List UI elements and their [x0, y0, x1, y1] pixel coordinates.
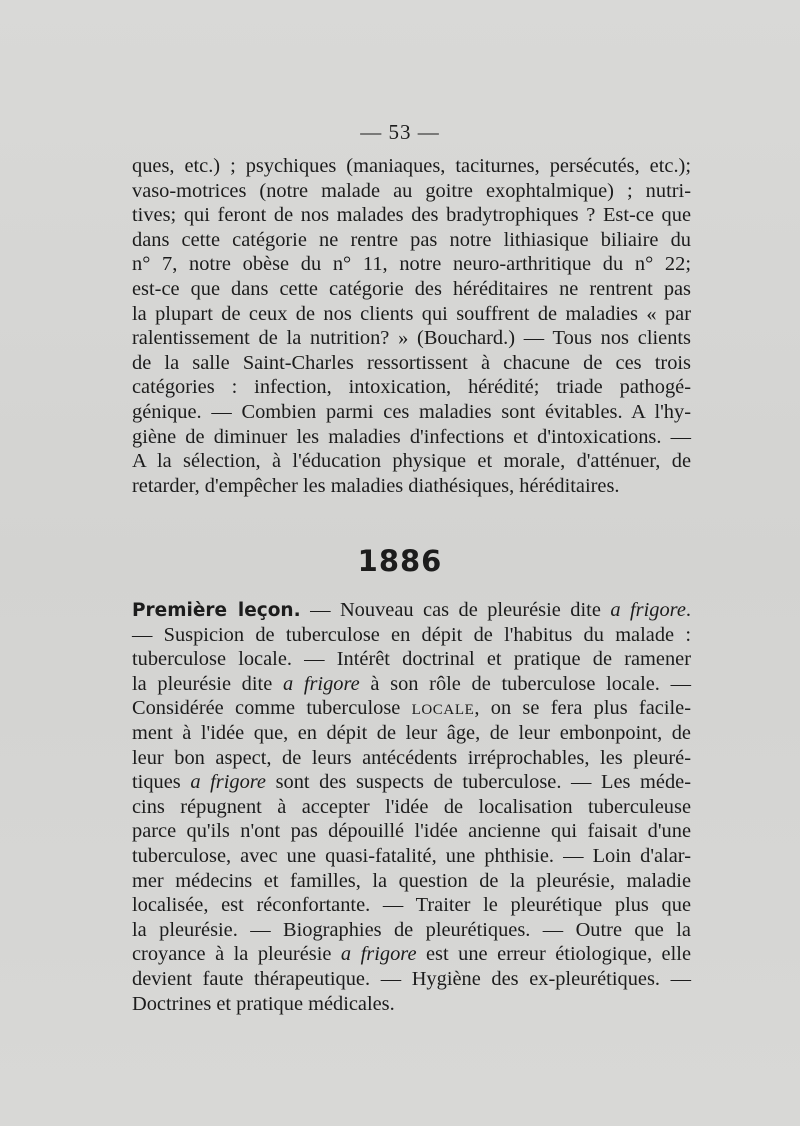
- text-line: parce qu'ils n'ont pas dépouillé l'idée ancienne qui faisait d'une: [132, 820, 691, 843]
- text-line: [132, 672, 691, 697]
- lesson-paragraph: [132, 598, 691, 1016]
- lesson-text: la pleurésie dite: [132, 672, 283, 695]
- text-line: catégories : infection, intoxication, hérédité; triade pathogé-: [132, 376, 691, 399]
- text-line: de la salle Saint-Charles ressortissent à chacune de ces trois: [132, 351, 691, 374]
- lesson-text: croyance à la pleurésie: [132, 943, 341, 966]
- text-line: localisée, est réconfortante. — Traiter le pleurétique plus que: [132, 894, 691, 917]
- text-line: [132, 598, 691, 623]
- italic-term: a frigore: [340, 943, 417, 966]
- text-line: [132, 942, 691, 967]
- lesson-text: est une erreur étiologique, elle: [416, 943, 691, 966]
- lesson-text: .: [685, 599, 691, 621]
- text-line: [132, 770, 691, 795]
- text-line: n° 7, notre obèse du n° 11, notre neuro-arthritique du n° 22;: [132, 253, 691, 276]
- text-line: tives; qui feront de nos malades des bradytrophiques ? Est-ce que: [132, 204, 691, 227]
- text-line: ment à l'idée que, en dépit de leur âge, de leur embonpoint, de: [132, 721, 691, 744]
- text-line: [132, 696, 691, 721]
- lesson-text: , on se fera plus facile-: [474, 697, 691, 720]
- year-heading: 1886: [357, 544, 443, 578]
- text-line: giène de diminuer les maladies d'infections et d'intoxications. —: [132, 425, 691, 448]
- text-line: Doctrines et pratique médicales.: [132, 992, 395, 1015]
- top-paragraph: [132, 154, 691, 498]
- text-line: tuberculose locale. — Intérêt doctrinal et pratique de ramener: [132, 648, 691, 671]
- text-line: ques, etc.) ; psychiques (maniaques, taciturnes, persécutés, etc.);: [132, 155, 691, 177]
- text-line: génique. — Combien parmi ces maladies sont évitables. A l'hy-: [132, 400, 691, 423]
- italic-term: a frigore: [190, 771, 266, 794]
- lesson-text: tiques: [132, 771, 191, 794]
- text-line: leur bon aspect, de leurs antécédents irréprochables, les pleuré-: [132, 746, 691, 769]
- lesson-text: Considérée comme tuberculose: [132, 697, 412, 720]
- text-line: retarder, d'empêcher les maladies diathésiques, héréditaires.: [132, 474, 620, 497]
- text-line: la pleurésie. — Biographies de pleurétiques. — Outre que la: [132, 918, 691, 941]
- lesson-text: à son rôle de tuberculose locale. —: [359, 672, 691, 695]
- text-line: est-ce que dans cette catégorie des héréditaires ne rentrent pas: [132, 277, 691, 300]
- text-line: A la sélection, à l'éducation physique et morale, d'atténuer, de: [132, 450, 691, 473]
- text-line: devient faute thérapeutique. — Hygiène des ex-pleurétiques. —: [132, 967, 691, 990]
- text-line: mer médecins et familles, la question de la pleurésie, maladie: [132, 869, 691, 892]
- small-caps-term: LOCALE: [411, 702, 475, 719]
- italic-term: a frigore: [610, 599, 686, 621]
- text-line: ralentissement de la nutrition? » (Bouchard.) — Tous nos clients: [132, 327, 691, 350]
- lesson-text: — Nouveau cas de pleurésie dite: [300, 599, 611, 621]
- text-line: vaso-motrices (notre malade au goitre exophtalmique) ; nutri-: [132, 179, 691, 202]
- text-line: la plupart de ceux de nos clients qui souffrent de maladies « par: [132, 302, 691, 325]
- text-line: — Suspicion de tuberculose en dépit de l'habitus du malade :: [132, 623, 691, 646]
- text-line: dans cette catégorie ne rentre pas notre lithiasique biliaire du: [132, 228, 691, 251]
- page-number: — 53 —: [360, 120, 440, 144]
- text-line: cins répugnent à accepter l'idée de localisation tuberculeuse: [132, 795, 691, 818]
- lesson-title: Première leçon.: [132, 600, 301, 621]
- text-line: tuberculose, avec une quasi-fatalité, une phthisie. — Loin d'alar-: [132, 844, 691, 867]
- italic-term: a frigore: [282, 672, 360, 695]
- lesson-text: sont des suspects de tuberculose. — Les méde-: [266, 771, 692, 794]
